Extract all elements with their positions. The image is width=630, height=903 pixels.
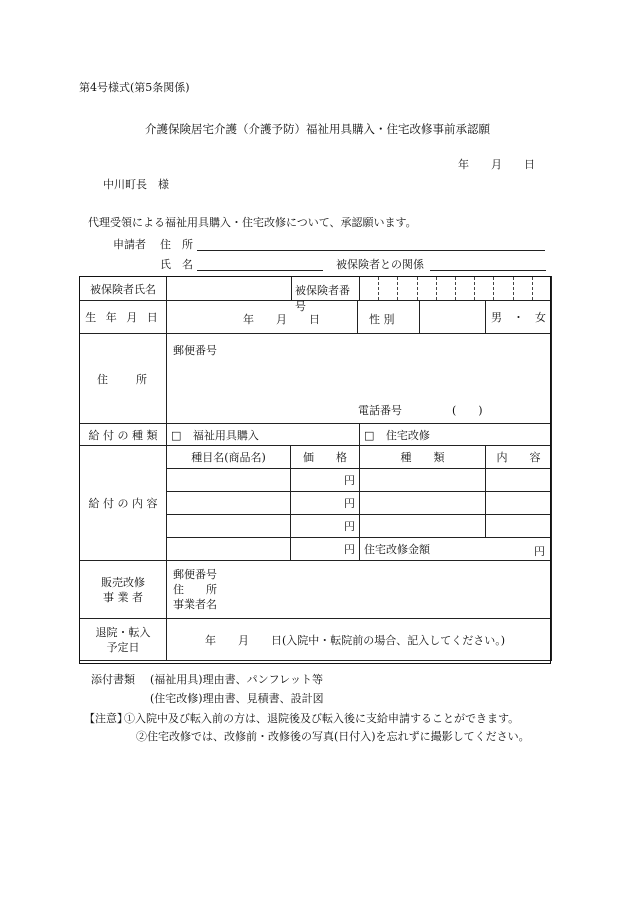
date-line: 年 月 日 <box>458 158 535 171</box>
col-item-name: 種目名(商品名) <box>167 446 291 469</box>
kind-cell[interactable] <box>360 492 486 515</box>
checkbox-welfare-icon[interactable]: □ <box>171 428 182 442</box>
yen-unit: 円 <box>344 474 355 487</box>
notes-label: 【注意】 <box>84 712 128 725</box>
item-name-cell[interactable] <box>167 515 291 538</box>
vendor-name-label: 事業者名 <box>173 598 217 611</box>
form-title: 介護保険居宅介護（介護予防）福祉用具購入・住宅改修事前承認願 <box>145 122 490 136</box>
content-cell[interactable] <box>486 515 552 538</box>
intro-text: 代理受領による福祉用具購入・住宅改修について、承認願います。 <box>88 216 417 229</box>
applicant-relation-line[interactable] <box>430 270 546 271</box>
form-number: 第4号様式(第5条関係) <box>79 81 190 94</box>
applicant-name-line[interactable] <box>197 270 323 271</box>
yen-unit: 円 <box>344 543 355 556</box>
price-cell[interactable] <box>291 469 360 492</box>
discharge-label-line1: 退院・転入 <box>95 625 151 639</box>
applicant-address-label: 住 所 <box>160 238 193 251</box>
benefit-type-label: 給 付 の 種 類 <box>80 424 167 446</box>
col-kind: 種 類 <box>360 446 486 469</box>
addressee: 中川町長 様 <box>103 178 169 191</box>
application-table <box>79 276 552 661</box>
address-field[interactable] <box>167 334 552 424</box>
price-total-cell[interactable] <box>291 538 360 561</box>
yen-unit: 円 <box>344 520 355 533</box>
applicant-relation-label: 被保険者との関係 <box>336 258 424 271</box>
yen-unit: 円 <box>344 497 355 510</box>
col-content: 内 容 <box>486 446 552 469</box>
price-cell[interactable] <box>291 492 360 515</box>
vendor-label <box>80 561 167 619</box>
insured-number-label: 被保険者番号 <box>295 284 350 313</box>
vendor-label-line1: 販売改修 <box>101 575 145 589</box>
vendor-label-line2: 事 業 者 <box>103 590 143 604</box>
insured-name-field[interactable] <box>167 277 360 313</box>
attachments-housing: (住宅改修)理由書、見積書、設計図 <box>150 692 324 705</box>
item-name-cell[interactable] <box>167 538 291 561</box>
vendor-field[interactable] <box>167 561 552 619</box>
sex-label: 性 別 <box>369 313 395 326</box>
attachments-label: 添付書類 <box>91 673 135 686</box>
price-cell[interactable] <box>291 515 360 538</box>
discharge-value: 年 月 日(入院中・転院前の場合、記入してください。) <box>205 633 506 647</box>
option-housing-label: 住宅改修 <box>385 428 430 442</box>
option-welfare-equipment[interactable] <box>167 424 360 446</box>
vendor-address-label: 住 所 <box>173 583 217 596</box>
item-name-cell[interactable] <box>167 492 291 515</box>
renovation-total-label: 住宅改修金額 <box>364 543 430 556</box>
renovation-total-cell[interactable] <box>360 538 552 561</box>
renovation-total-yen: 円 <box>534 545 545 558</box>
insured-number-field[interactable] <box>360 277 552 301</box>
kind-cell[interactable] <box>360 469 486 492</box>
benefit-content-label: 給 付 の 内 容 <box>80 446 167 561</box>
checkbox-housing-icon[interactable]: □ <box>364 428 375 442</box>
birth-date-label: 生 年 月 日 <box>80 301 167 334</box>
discharge-field[interactable] <box>167 619 552 661</box>
birth-date-value: 年 月 日 <box>243 313 320 326</box>
col-price: 価 格 <box>291 446 360 469</box>
content-cell[interactable] <box>486 492 552 515</box>
phone-parentheses: ( ) <box>452 404 483 417</box>
option-housing[interactable] <box>360 424 552 446</box>
insured-name-label: 被保険者氏名 <box>80 277 167 301</box>
sex-value[interactable]: 男 ・ 女 <box>486 301 552 334</box>
applicant-name-label: 氏 名 <box>160 258 193 271</box>
phone-label: 電話番号 <box>358 404 402 417</box>
applicant-address-line[interactable] <box>197 250 545 251</box>
discharge-label <box>80 619 167 661</box>
option-welfare-label: 福祉用具購入 <box>192 428 259 442</box>
address-label: 住 所 <box>80 334 167 424</box>
note-1: ①入院中及び転入前の方は、退院後及び転入後に支給申請することができます。 <box>124 712 520 725</box>
applicant-label: 申請者 <box>113 238 146 251</box>
attachments-welfare: (福祉用具)理由書、パンフレット等 <box>150 673 324 686</box>
item-name-cell[interactable] <box>167 469 291 492</box>
discharge-label-line2: 予定日 <box>106 640 140 654</box>
note-2: ②住宅改修では、改修前・改修後の写真(日付入)を忘れずに撮影してください。 <box>136 730 530 743</box>
kind-cell[interactable] <box>360 515 486 538</box>
content-cell[interactable] <box>486 469 552 492</box>
vendor-postal-label: 郵便番号 <box>173 568 217 581</box>
birth-date-field[interactable] <box>167 301 486 334</box>
postal-code-label: 郵便番号 <box>173 344 217 357</box>
